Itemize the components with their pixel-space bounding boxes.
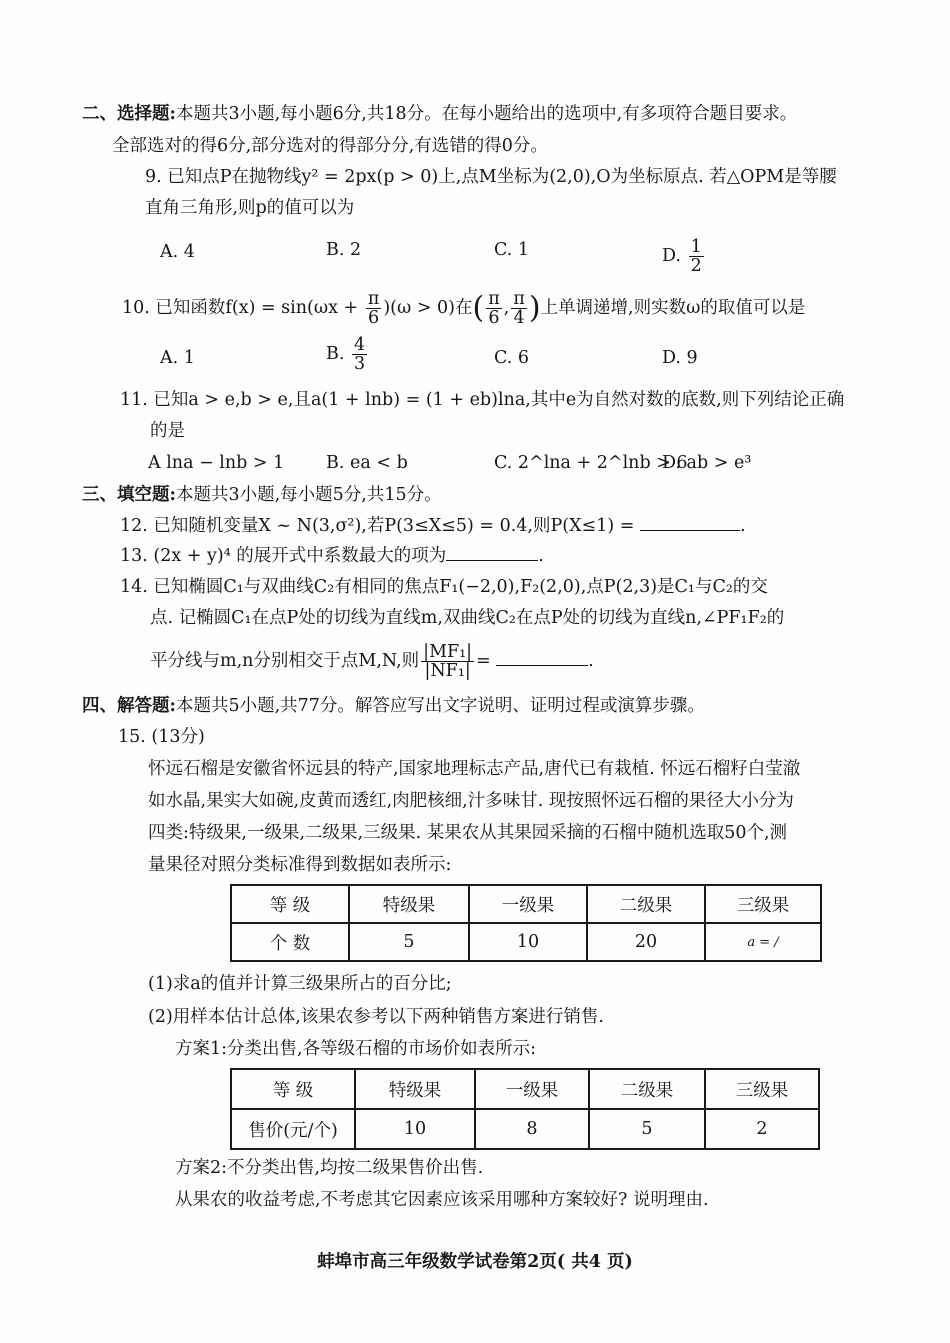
q10-option-b-fraction bbox=[352, 336, 367, 373]
table-cell: 一级果 bbox=[469, 885, 587, 923]
q9-line2: 直角三角形,则p的值可以为 bbox=[145, 198, 355, 218]
table-row bbox=[231, 1109, 819, 1149]
q9-option-d-fraction bbox=[689, 238, 704, 275]
table-cell: 等 级 bbox=[231, 1069, 355, 1109]
q9-option-d bbox=[662, 238, 706, 275]
fraction-numerator: 1 bbox=[690, 237, 702, 257]
q11-option-c: C. 2^lna + 2^lnb > 6 bbox=[494, 453, 688, 473]
q14-answer-blank[interactable] bbox=[496, 649, 588, 666]
fraction-numerator: π bbox=[367, 289, 380, 309]
q15-question: 从果农的收益考虑,不考虑其它因素应该采用哪种方案较好? 说明理由. bbox=[175, 1190, 709, 1210]
fraction-numerator: π bbox=[488, 289, 500, 309]
q13-end: . bbox=[538, 546, 544, 566]
q10-option-a: A. 1 bbox=[160, 348, 195, 368]
q13 bbox=[120, 544, 544, 568]
table-cell: 5 bbox=[349, 923, 469, 961]
q10-prefix: 10. 已知函数f(x) = sin(ωx + bbox=[122, 298, 359, 318]
q14-line1: 14. 已知椭圆C₁与双曲线C₂有相同的焦点F₁(−2,0),F₂(2,0),点P(2,3)是C₁与C₂的交 bbox=[120, 577, 768, 597]
table-cell: 一级果 bbox=[475, 1069, 589, 1109]
fraction-numerator: π bbox=[513, 289, 525, 309]
table-cell: 售价(元/个) bbox=[231, 1109, 355, 1149]
table-cell: 2 bbox=[705, 1109, 819, 1149]
q10-frac3 bbox=[511, 290, 527, 327]
q10-option-b-label: B. bbox=[326, 344, 345, 364]
section2-header bbox=[82, 102, 797, 126]
fraction-denominator: 4 bbox=[513, 308, 525, 328]
table-cell: 二级果 bbox=[589, 1069, 705, 1109]
section3-intro: 本题共3小题,每小题5分,共15分。 bbox=[175, 485, 442, 505]
q9-option-c: C. 1 bbox=[494, 240, 530, 260]
fraction-denominator: 2 bbox=[690, 256, 702, 276]
q13-text: 13. (2x + y)⁴ 的展开式中系数最大的项为 bbox=[120, 546, 447, 566]
table-cell: 等 级 bbox=[231, 885, 349, 923]
section4-header bbox=[82, 694, 705, 718]
section3-header bbox=[82, 483, 442, 507]
q15-price-table bbox=[230, 1068, 820, 1150]
q9-option-b: B. 2 bbox=[326, 240, 362, 260]
q10-option-c: C. 6 bbox=[494, 348, 530, 368]
table-row bbox=[231, 923, 821, 961]
table-header-row bbox=[231, 1069, 819, 1109]
q15-sub2: (2)用样本估计总体,该果农参考以下两种销售方案进行销售. bbox=[148, 1007, 604, 1027]
fraction-numerator: |MF₁| bbox=[423, 642, 473, 662]
table-cell: 特级果 bbox=[355, 1069, 475, 1109]
q10-stem: 10. 已知函数f(x) = sin(ωx + $\frac{\pi}{6}$ )(ω > 0)在( $\frac{\pi}{6}$ , $\frac{\pi}{4}$ )上单调递增,则实数ω的取值可以是 bbox=[122, 289, 806, 328]
q12-text: 12. 已知随机变量X ~ N(3,σ²),若P(3≤X≤5) = 0.4,则P(X≤1) = bbox=[120, 516, 635, 536]
q15-paragraph-4: 量果径对照分类标准得到数据如表所示: bbox=[148, 855, 452, 875]
q15-sub1: (1)求a的值并计算三级果所占的百分比; bbox=[148, 974, 452, 994]
fraction-denominator: 6 bbox=[488, 308, 500, 328]
q9-option-a: A. 4 bbox=[160, 242, 195, 262]
section2-heading: 二、选择题: bbox=[82, 104, 176, 124]
table-cell: 三级果 bbox=[705, 1069, 819, 1109]
section2-intro-1: 本题共3小题,每小题6分,共18分。在每小题给出的选项中,有多项符合题目要求。 bbox=[175, 104, 798, 124]
q9-option-d-label: D. bbox=[662, 246, 681, 266]
q11-option-b: B. ea < b bbox=[326, 453, 408, 473]
q10-suffix: 上单调递增,则实数ω的取值可以是 bbox=[540, 298, 806, 318]
q15-count-table bbox=[230, 884, 822, 962]
table-header-row bbox=[231, 885, 821, 923]
table-cell: 特级果 bbox=[349, 885, 469, 923]
fraction-denominator: 3 bbox=[354, 354, 366, 374]
fraction-numerator: 4 bbox=[354, 335, 366, 355]
q14-fraction bbox=[421, 643, 474, 680]
q9-line1: 9. 已知点P在抛物线y² = 2px(p > 0)上,点M坐标为(2,0),O为坐标原点. 若△OPM是等腰 bbox=[145, 167, 837, 187]
q14-line3 bbox=[150, 641, 594, 681]
section2-intro-2: 全部选对的得6分,部分选对的得部分分,有选错的得0分。 bbox=[112, 136, 548, 156]
q15-plan1: 方案1:分类出售,各等级石榴的市场价如表所示: bbox=[175, 1039, 536, 1059]
q12-end: . bbox=[739, 516, 746, 536]
q12-answer-blank[interactable] bbox=[640, 514, 740, 531]
fraction-denominator: |NF₁| bbox=[424, 661, 471, 681]
table-cell: 5 bbox=[589, 1109, 705, 1149]
q12 bbox=[120, 514, 746, 538]
table-cell: 10 bbox=[469, 923, 587, 961]
q15-paragraph-2: 如水晶,果实大如碗,皮黄而透红,肉肥核细,汁多味甘. 现按照怀远石榴的果径大小分为 bbox=[148, 791, 794, 811]
q15-paragraph-1: 怀远石榴是安徽省怀远县的特产,国家地理标志产品,唐代已有栽植. 怀远石榴籽白莹澈 bbox=[148, 759, 801, 779]
table-cell: 个 数 bbox=[231, 923, 349, 961]
paren-left: ( bbox=[472, 290, 485, 326]
q15-plan2: 方案2:不分类出售,均按二级果售价出售. bbox=[175, 1158, 484, 1178]
q11-line2: 的是 bbox=[150, 421, 185, 441]
table-cell: 三级果 bbox=[705, 885, 821, 923]
q15-paragraph-3: 四类:特级果,一级果,二级果,三级果. 某果农从其果园采摘的石榴中随机选取50个,测 bbox=[148, 823, 788, 843]
fraction-denominator: 6 bbox=[368, 308, 380, 328]
q10-option-b bbox=[326, 336, 369, 373]
q13-answer-blank[interactable] bbox=[446, 544, 538, 561]
section4-intro: 本题共5小题,共77分。解答应写出文字说明、证明过程或演算步骤。 bbox=[175, 696, 705, 716]
page-footer: 蚌埠市高三年级数学试卷第2页( 共4 页) bbox=[317, 1252, 633, 1272]
table-cell: 10 bbox=[355, 1109, 475, 1149]
table-cell-handwritten: a = / bbox=[705, 923, 821, 961]
q11-line1: 11. 已知a > e,b > e,且a(1 + lnb) = (1 + eb)lna,其中e为自然对数的底数,则下列结论正确 bbox=[120, 390, 845, 410]
q11-option-d: D. ab > e³ bbox=[662, 453, 752, 473]
section3-heading: 三、填空题: bbox=[82, 485, 176, 505]
section4-heading: 四、解答题: bbox=[82, 696, 176, 716]
table-cell: 8 bbox=[475, 1109, 589, 1149]
q11-option-a: A lna − lnb > 1 bbox=[148, 453, 285, 473]
table-cell: 20 bbox=[587, 923, 705, 961]
table-cell: 二级果 bbox=[587, 885, 705, 923]
q15-title: 15. (13分) bbox=[118, 727, 205, 747]
q10-mid: )(ω > 0)在 bbox=[383, 298, 473, 318]
q10-frac2 bbox=[486, 290, 502, 327]
q14-end: . bbox=[588, 651, 594, 671]
q10-frac1 bbox=[366, 290, 382, 327]
q14-line3-text: 平分线与m,n分别相交于点M,N,则 bbox=[150, 651, 420, 671]
q10-option-d: D. 9 bbox=[662, 348, 698, 368]
paren-right: ) bbox=[528, 290, 541, 326]
q14-line2: 点. 记椭圆C₁在点P处的切线为直线m,双曲线C₂在点P处的切线为直线n,∠PF₁F₂的 bbox=[150, 608, 785, 628]
q14-equals: = bbox=[476, 651, 491, 671]
